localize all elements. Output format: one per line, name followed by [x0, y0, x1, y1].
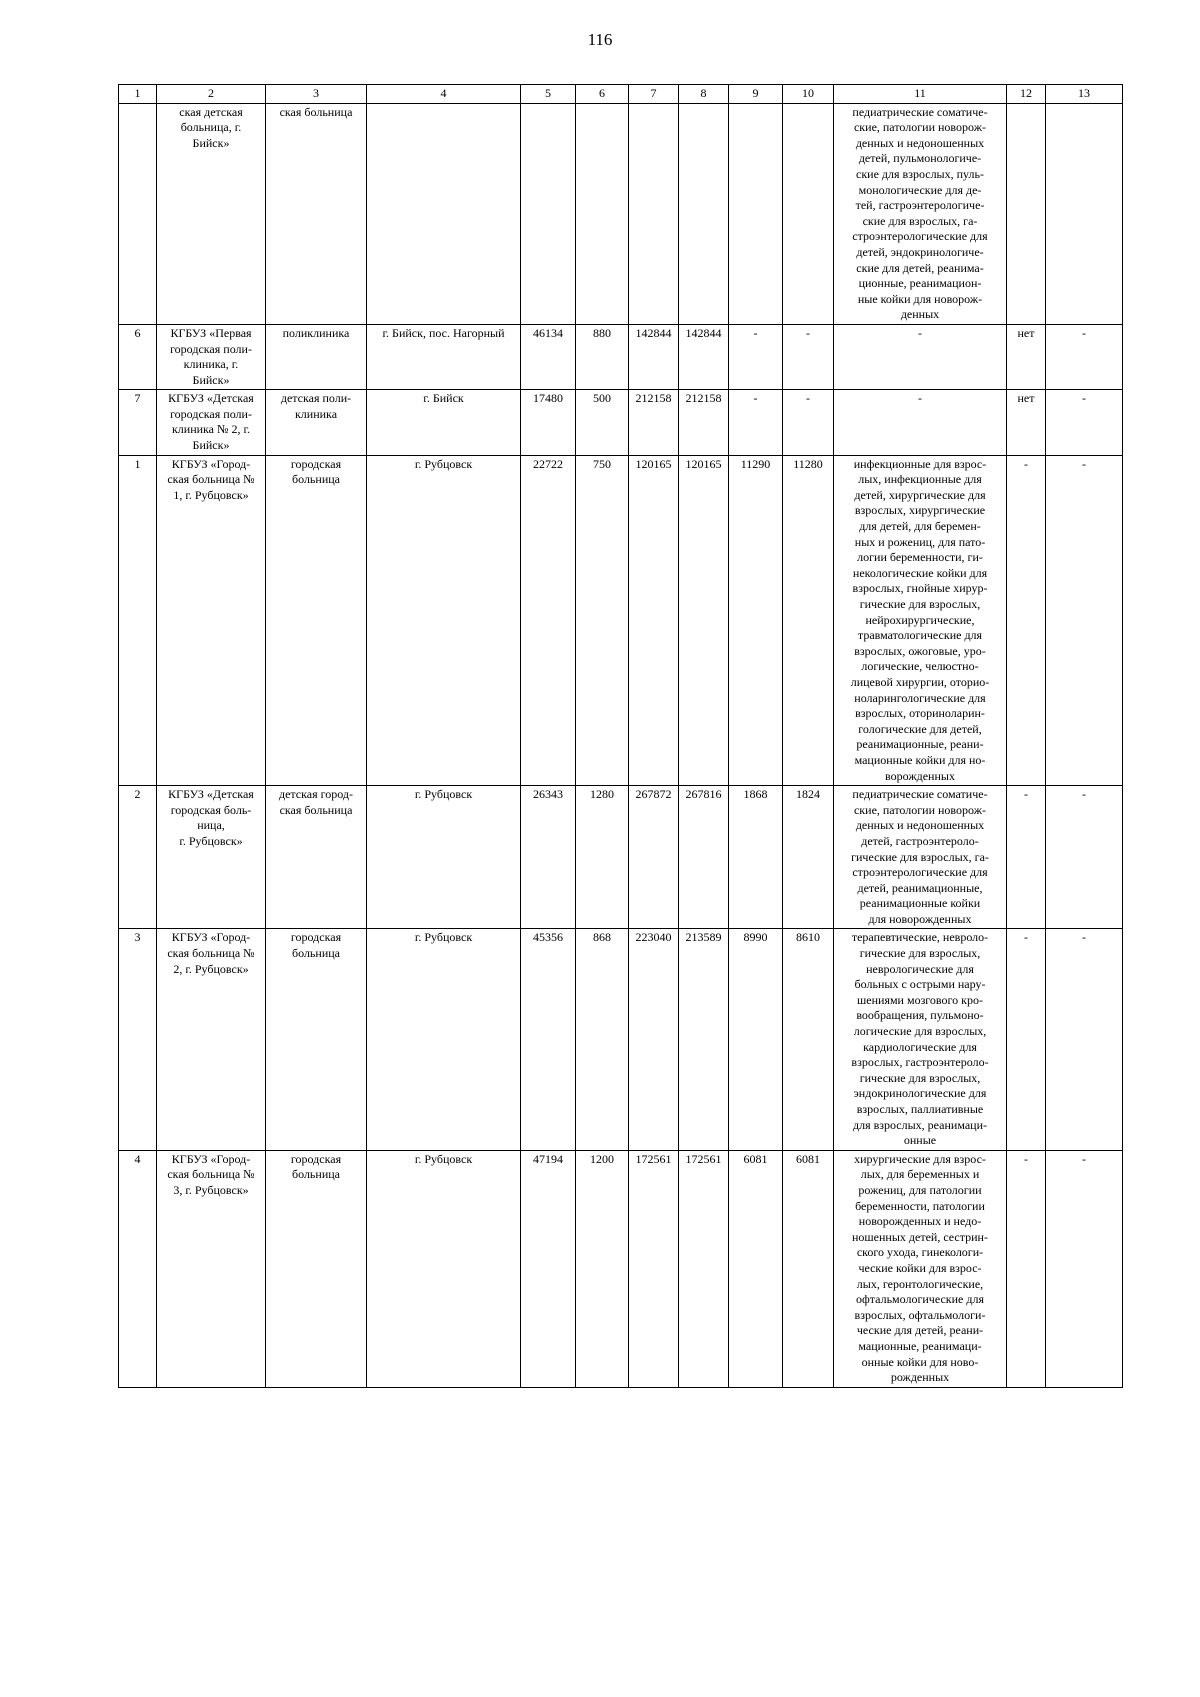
cell-col-8-value [679, 929, 729, 1150]
column-header-3: 3 [266, 85, 367, 104]
cell-col-9-value [729, 1150, 783, 1387]
cell-col-7-value [629, 455, 679, 785]
row-number-text: 7 [134, 391, 141, 406]
cell-col-8-value [679, 455, 729, 785]
cell-location [367, 390, 521, 455]
cell-row-number [119, 929, 157, 1150]
col-10-value-text: - [806, 325, 810, 340]
cell-col-6-value [576, 786, 629, 929]
column-header-6: 6 [576, 85, 629, 104]
cell-col-13-value [1046, 390, 1123, 455]
cell-institution-name [157, 324, 266, 389]
col-8-value-text: 142844 [685, 325, 722, 340]
bed-profiles-text: хирургические для взрос- лых, для беременных и рожениц, для патологии беременности, патологии новорожденных и недо- ношенных детей, сестрин- ского ухода, гинекологи- ческие койки для взрос- лых, геронтологические, офтальмологические для взрослых, офтальмологи- ческие для детей, реани- мационные, реанимаци- онные койки для ново- рожденных [852, 1151, 988, 1385]
col-7-value-text: 212158 [635, 391, 672, 406]
column-header-13: 13 [1046, 85, 1123, 104]
column-header-9: 9 [729, 85, 783, 104]
col-7-value-text: 120165 [635, 456, 672, 471]
cell-col-10-value [783, 929, 834, 1150]
cell-bed-profiles [834, 455, 1007, 785]
cell-row-number [119, 455, 157, 785]
cell-institution-name [157, 929, 266, 1150]
cell-institution-type [266, 390, 367, 455]
cell-col-10-value [783, 103, 834, 324]
col-5-value-text: 45356 [533, 930, 563, 945]
cell-col-6-value [576, 103, 629, 324]
cell-col-13-value [1046, 455, 1123, 785]
col-8-value-text: 172561 [685, 1151, 722, 1166]
bed-profiles-text: педиатрические соматиче- ские, патологии новорож- денных и недоношенных детей, пульмонологиче- ские для взрослых, пуль- монологические для де- тей, гастроэнтерологиче- ские для взрослых, га- строэнтерологические для детей, эндокринологиче- ские для детей, реанима- ционные, реанимацион- ные койки для новорож- денных [852, 104, 988, 322]
col-5-value-text: 47194 [533, 1151, 563, 1166]
col-5-value-text: 22722 [533, 456, 563, 471]
cell-col-10-value [783, 455, 834, 785]
table-row [119, 455, 1123, 785]
cell-col-12-value [1007, 786, 1046, 929]
row-number-text: 3 [134, 930, 141, 945]
cell-location [367, 1150, 521, 1387]
col-9-value-text: - [753, 325, 758, 340]
cell-col-5-value [521, 929, 576, 1150]
row-number-text: 4 [134, 1151, 141, 1166]
table-header-row [119, 85, 1123, 104]
col-13-value-text: - [1082, 456, 1086, 471]
table-row [119, 786, 1123, 929]
cell-row-number [119, 103, 157, 324]
cell-col-12-value [1007, 390, 1046, 455]
institution-name-text: КГБУЗ «Детская городская поли- клиника № 2, г. Бийск» [168, 391, 254, 453]
column-header-10: 10 [783, 85, 834, 104]
institution-name-text: КГБУЗ «Город- ская больница № 3, г. Рубцовск» [167, 1151, 255, 1197]
cell-col-7-value [629, 786, 679, 929]
column-header-7: 7 [629, 85, 679, 104]
cell-institution-name [157, 455, 266, 785]
col-10-value-text: 11280 [793, 456, 823, 471]
cell-col-12-value [1007, 324, 1046, 389]
cell-col-10-value [783, 324, 834, 389]
cell-col-13-value [1046, 929, 1123, 1150]
col-5-value-text: 26343 [533, 787, 563, 802]
cell-col-10-value [783, 390, 834, 455]
location-text: г. Бийск, пос. Нагорный [382, 325, 505, 340]
column-header-2: 2 [157, 85, 266, 104]
cell-col-7-value [629, 324, 679, 389]
document-table [118, 84, 1123, 1388]
cell-row-number [119, 324, 157, 389]
col-7-value-text: 267872 [635, 787, 672, 802]
cell-row-number [119, 786, 157, 929]
cell-col-5-value [521, 390, 576, 455]
cell-institution-type [266, 324, 367, 389]
col-8-value-text: 213589 [685, 930, 722, 945]
institution-type-text: поликлиника [282, 325, 350, 340]
institution-name-text: КГБУЗ «Детская городская боль- ница, г. Рубцовск» [168, 787, 254, 848]
cell-col-5-value [521, 324, 576, 389]
col-13-value-text: - [1082, 1151, 1086, 1166]
cell-col-6-value [576, 455, 629, 785]
table-row [119, 929, 1123, 1150]
cell-institution-name [157, 1150, 266, 1387]
cell-col-13-value [1046, 103, 1123, 324]
row-number-text: 1 [134, 456, 141, 471]
institution-name-text: КГБУЗ «Город- ская больница № 1, г. Рубцовск» [167, 456, 255, 502]
col-12-value-text: - [1024, 930, 1028, 945]
col-6-value-text: 1200 [590, 1151, 614, 1166]
location-text: г. Рубцовск [414, 456, 473, 471]
col-10-value-text: 1824 [796, 787, 820, 802]
col-8-value-text: 120165 [685, 456, 722, 471]
bed-profiles-text: - [918, 391, 922, 406]
page-number: 116 [587, 30, 613, 49]
cell-row-number [119, 1150, 157, 1387]
cell-col-5-value [521, 455, 576, 785]
table-row [119, 103, 1123, 324]
col-12-value-text: - [1024, 787, 1028, 802]
institution-type-text: детская поли- клиника [280, 391, 352, 421]
cell-col-10-value [783, 786, 834, 929]
cell-col-5-value [521, 1150, 576, 1387]
cell-col-6-value [576, 1150, 629, 1387]
cell-col-9-value [729, 390, 783, 455]
location-text: г. Бийск [423, 391, 464, 406]
cell-col-8-value [679, 390, 729, 455]
cell-col-6-value [576, 390, 629, 455]
col-10-value-text: - [806, 391, 810, 406]
cell-col-12-value [1007, 103, 1046, 324]
table-row [119, 324, 1123, 389]
institution-type-text: городская больница [290, 1151, 342, 1182]
institution-type-text: ская больница [279, 104, 353, 119]
cell-col-5-value [521, 103, 576, 324]
cell-col-7-value [629, 929, 679, 1150]
cell-col-10-value [783, 1150, 834, 1387]
cell-col-7-value [629, 103, 679, 324]
column-header-1: 1 [119, 85, 157, 104]
cell-col-7-value [629, 390, 679, 455]
col-13-value-text: - [1082, 787, 1086, 802]
bed-profiles-text: педиатрические соматиче- ские, патологии новорож- денных и недоношенных детей, гастроэнтероло- гические для взрослых, га- строэнтерологические для детей, реанимационные, реанимационные койки для новорожденных [851, 787, 989, 926]
col-5-value-text: 46134 [533, 325, 563, 340]
col-7-value-text: 223040 [635, 930, 672, 945]
bed-profiles-text: - [918, 325, 922, 340]
cell-col-6-value [576, 324, 629, 389]
cell-col-5-value [521, 786, 576, 929]
column-header-12: 12 [1007, 85, 1046, 104]
col-9-value-text: 8990 [743, 930, 768, 945]
col-6-value-text: 500 [593, 391, 611, 406]
cell-location [367, 455, 521, 785]
cell-bed-profiles [834, 929, 1007, 1150]
table-row [119, 390, 1123, 455]
col-7-value-text: 172561 [635, 1151, 672, 1166]
col-10-value-text: 6081 [796, 1151, 820, 1166]
bed-profiles-text: терапевтические, невроло- гические для взрослых, неврологические для больных с острыми нару- шениями мозгового кро- вообращения, пульмоно- логические для взрослых, кардиологические для взрослых, гастроэнтероло- гические для взрослых, эндокринологические для взрослых, паллиативные для взрослых, реанимаци- онные [851, 930, 989, 1148]
location-text: г. Рубцовск [414, 1151, 473, 1166]
col-9-value-text: 11290 [740, 456, 771, 471]
col-13-value-text: - [1082, 325, 1086, 340]
cell-institution-type [266, 786, 367, 929]
cell-col-9-value [729, 103, 783, 324]
col-13-value-text: - [1082, 391, 1086, 406]
location-text: г. Рубцовск [414, 930, 473, 945]
cell-location [367, 103, 521, 324]
cell-col-8-value [679, 103, 729, 324]
institution-name-text: ская детская больница, г. Бийск» [179, 104, 243, 150]
col-8-value-text: 212158 [685, 391, 722, 406]
col-6-value-text: 750 [593, 456, 611, 471]
cell-col-12-value [1007, 929, 1046, 1150]
col-12-value-text: - [1024, 1151, 1028, 1166]
cell-col-9-value [729, 929, 783, 1150]
col-5-value-text: 17480 [533, 391, 563, 406]
cell-location [367, 324, 521, 389]
institution-name-text: КГБУЗ «Город- ская больница № 2, г. Рубцовск» [167, 930, 255, 976]
location-text: г. Рубцовск [414, 787, 473, 802]
col-12-value-text: нет [1017, 391, 1035, 406]
col-12-value-text: - [1024, 456, 1028, 471]
cell-col-9-value [729, 786, 783, 929]
cell-location [367, 929, 521, 1150]
col-9-value-text: 6081 [743, 1151, 768, 1166]
cell-institution-name [157, 390, 266, 455]
cell-institution-type [266, 103, 367, 324]
cell-col-13-value [1046, 1150, 1123, 1387]
institution-name-text: КГБУЗ «Первая городская поли- клиника, г. Бийск» [170, 325, 252, 387]
cell-col-12-value [1007, 1150, 1046, 1387]
cell-col-13-value [1046, 786, 1123, 929]
cell-bed-profiles [834, 324, 1007, 389]
column-header-5: 5 [521, 85, 576, 104]
institution-type-text: городская больница [290, 456, 342, 487]
column-header-4: 4 [367, 85, 521, 104]
table-body [119, 103, 1123, 1387]
col-10-value-text: 8610 [796, 930, 820, 945]
cell-institution-type [266, 455, 367, 785]
table-row [119, 1150, 1123, 1387]
cell-col-8-value [679, 786, 729, 929]
institution-type-text: детская город- ская больница [278, 787, 354, 817]
cell-bed-profiles [834, 390, 1007, 455]
cell-institution-type [266, 1150, 367, 1387]
cell-bed-profiles [834, 103, 1007, 324]
col-13-value-text: - [1082, 930, 1086, 945]
col-12-value-text: нет [1017, 325, 1035, 340]
cell-row-number [119, 390, 157, 455]
col-9-value-text: 1868 [743, 787, 768, 802]
cell-col-13-value [1046, 324, 1123, 389]
bed-profiles-text: инфекционные для взрос- лых, инфекционные для детей, хирургические для взрослых, хирургические для детей, для беремен- ных и рожениц, для пато- логии беременности, ги- некологические койки для взрослых, гнойные хирур- гические для взрослых, нейрохирургические, травматологические для взрослых, ожоговые, уро- логические, челюстно- лицевой хирургии, оторио- ноларингологические для взрослых, оториноларин- гологические для детей, реанимационные, реани- мационные койки для но- ворожденных [850, 456, 990, 783]
cell-col-9-value [729, 324, 783, 389]
col-8-value-text: 267816 [685, 787, 722, 802]
cell-col-12-value [1007, 455, 1046, 785]
col-6-value-text: 1280 [590, 787, 614, 802]
col-9-value-text: - [753, 391, 758, 406]
cell-col-8-value [679, 324, 729, 389]
column-header-8: 8 [679, 85, 729, 104]
cell-col-6-value [576, 929, 629, 1150]
institution-type-text: городская больница [290, 930, 342, 961]
cell-col-9-value [729, 455, 783, 785]
cell-institution-type [266, 929, 367, 1150]
cell-location [367, 786, 521, 929]
col-6-value-text: 868 [593, 930, 611, 945]
cell-bed-profiles [834, 1150, 1007, 1387]
cell-institution-name [157, 103, 266, 324]
cell-col-8-value [679, 1150, 729, 1387]
cell-institution-name [157, 786, 266, 929]
col-6-value-text: 880 [593, 325, 611, 340]
col-7-value-text: 142844 [635, 325, 672, 340]
row-number-text: 6 [134, 325, 141, 340]
cell-bed-profiles [834, 786, 1007, 929]
column-header-11: 11 [834, 85, 1007, 104]
cell-col-7-value [629, 1150, 679, 1387]
row-number-text: 2 [134, 787, 141, 802]
